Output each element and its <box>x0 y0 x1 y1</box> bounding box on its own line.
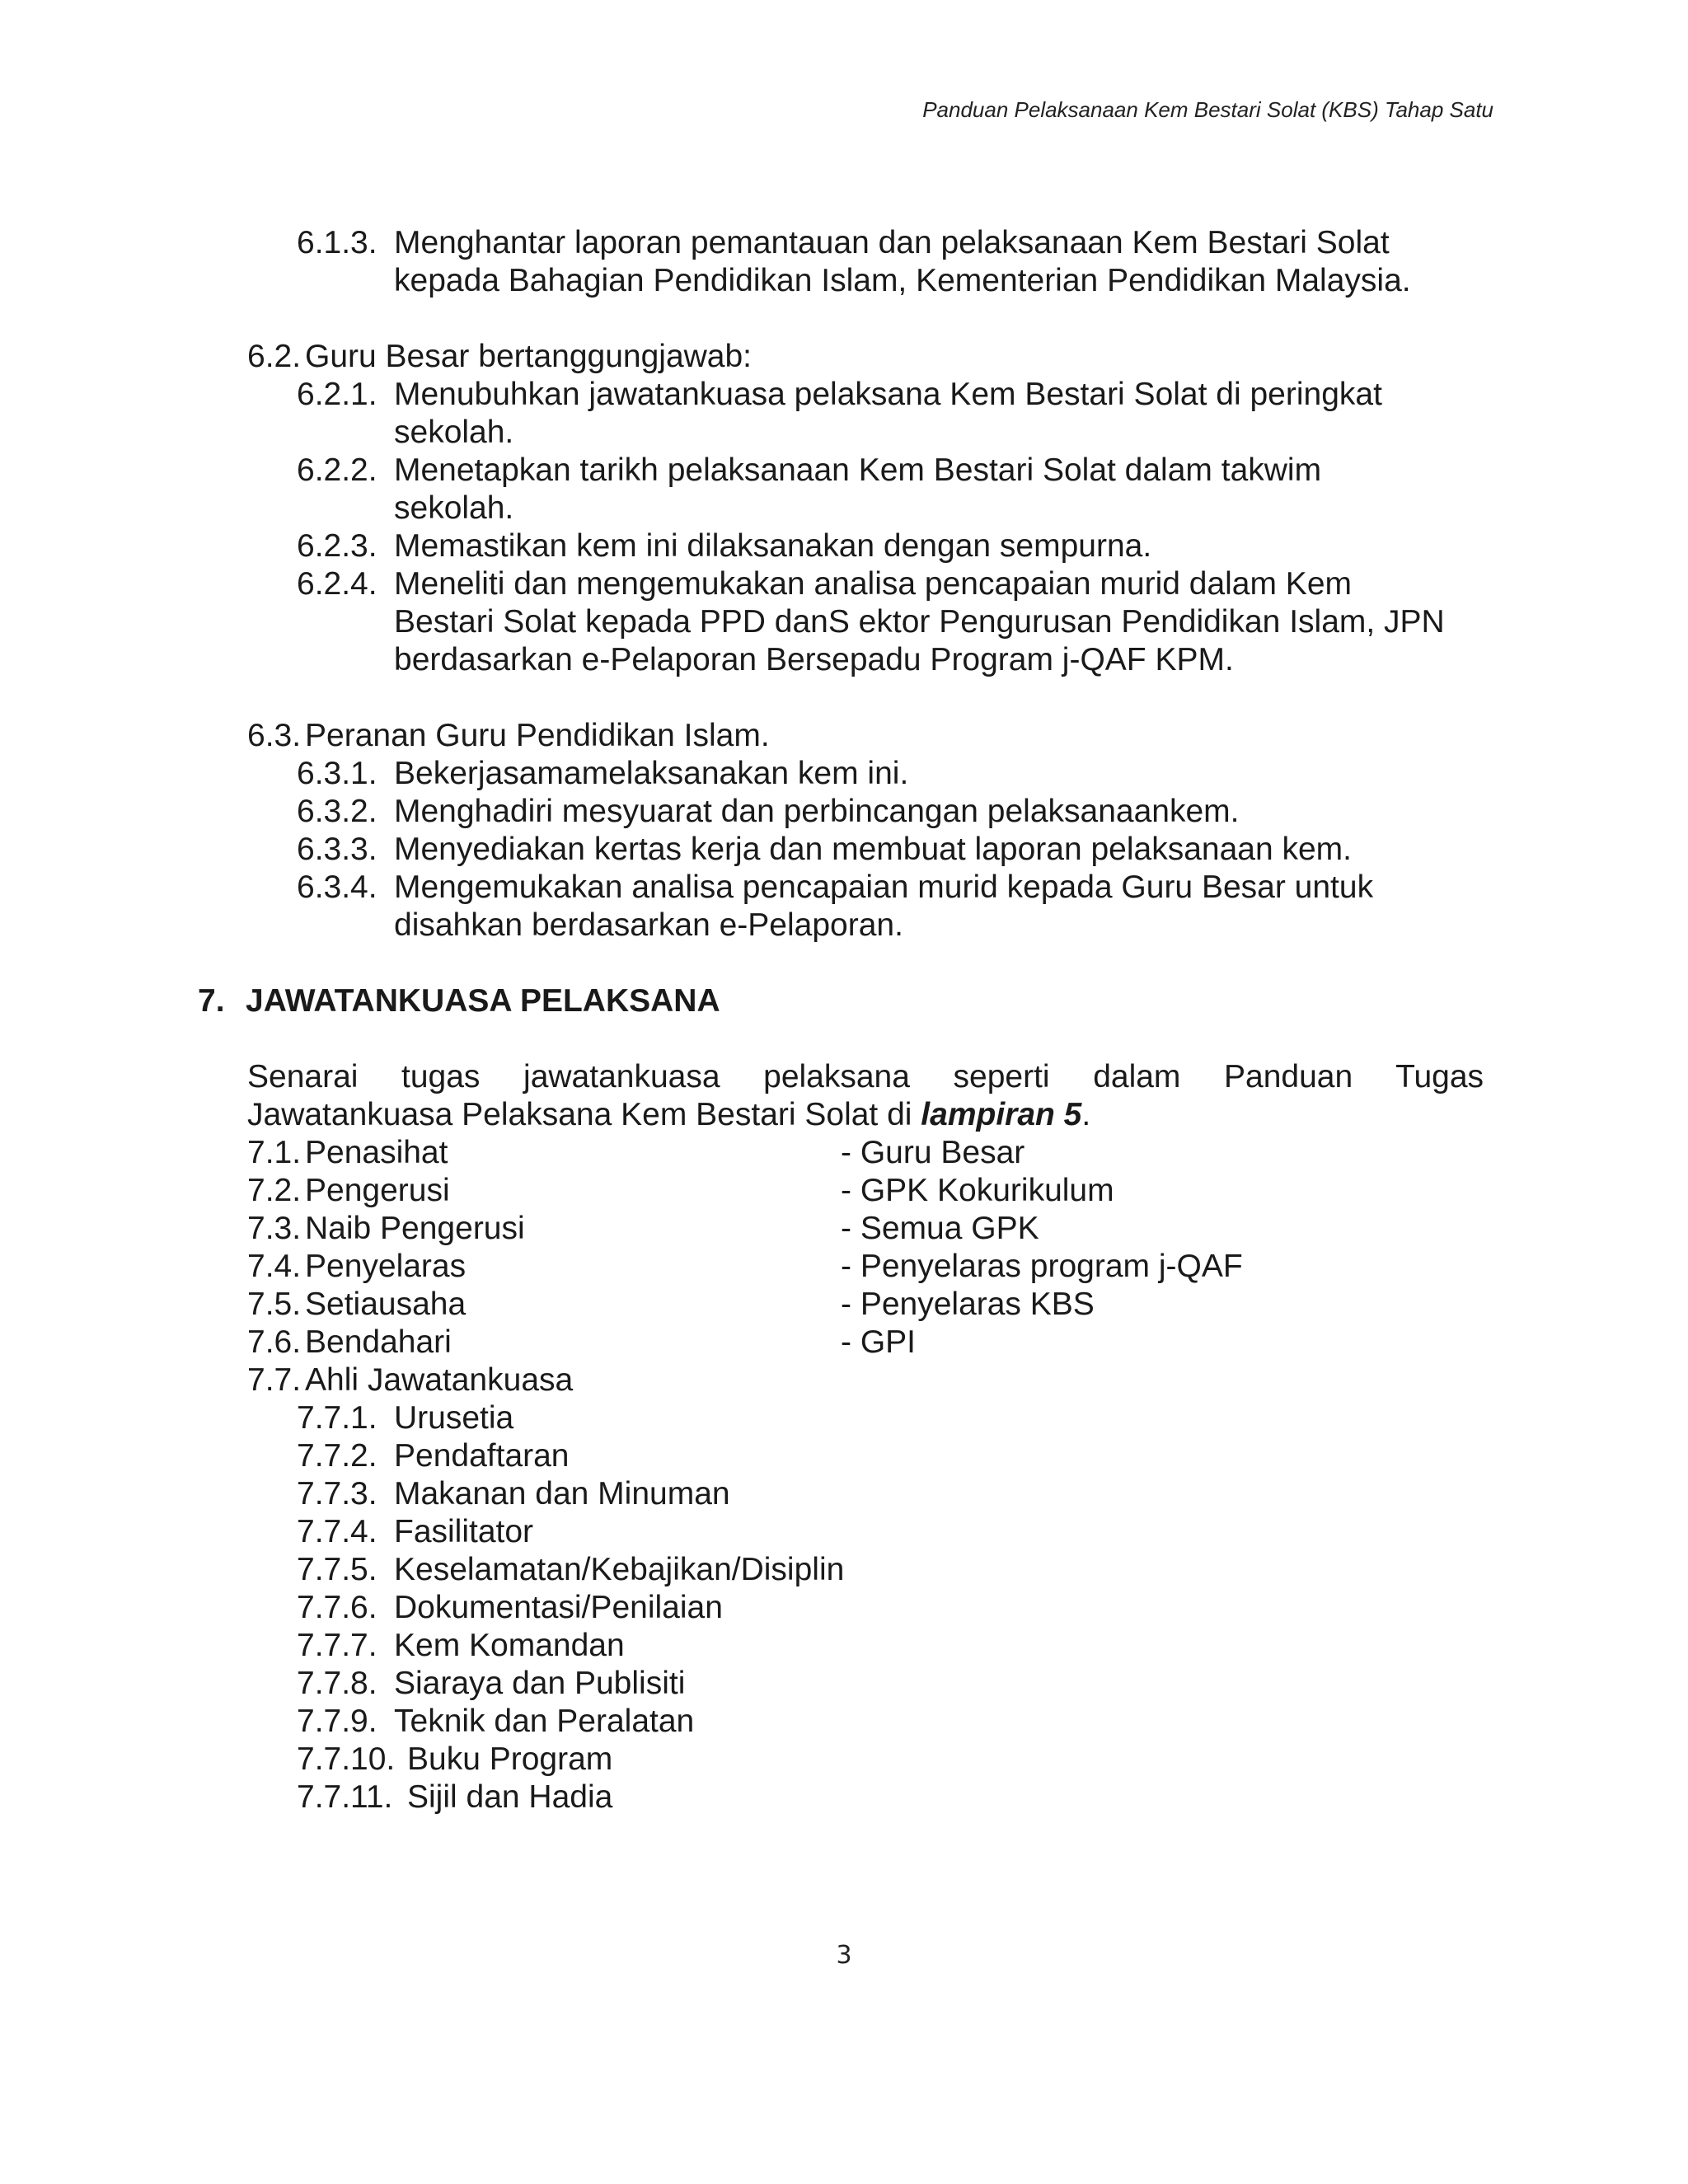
list-text: Meneliti dan mengemukakan analisa pencapaian murid dalam Kem <box>394 566 1353 602</box>
list-text: Menetapkan tarikh pelaksanaan Kem Bestari Solat dalam takwim <box>394 452 1322 488</box>
list-text: Menyediakan kertas kerja dan membuat laporan pelaksanaan kem. <box>394 832 1353 867</box>
list-text-continuation: sekolah. <box>394 415 514 450</box>
lampiran-reference: lampiran 5 <box>921 1097 1082 1132</box>
role-name: Bendahari <box>305 1324 452 1360</box>
list-text-continuation: Bestari Solat kepada PPD danS ektor Pengurusan Pendidikan Islam, JPN <box>394 604 1445 640</box>
intro-text: Jawatankuasa Pelaksana Kem Bestari Solat di <box>247 1097 921 1132</box>
list-number: 7.7.3. <box>297 1476 377 1511</box>
intro-word: pelaksana <box>763 1059 910 1094</box>
list-text: Buku Program <box>407 1741 613 1777</box>
role-holder: - GPK Kokurikulum <box>841 1173 1114 1208</box>
list-number: 7.4. <box>247 1249 302 1284</box>
list-number: 7.7.8. <box>297 1666 377 1701</box>
list-text: Mengemukakan analisa pencapaian murid kepada Guru Besar untuk <box>394 869 1374 905</box>
list-text-continuation: disahkan berdasarkan e-Pelaporan. <box>394 907 903 943</box>
list-number: 7.6. <box>247 1324 302 1360</box>
list-text: Pendaftaran <box>394 1438 570 1474</box>
intro-paragraph-line-1 <box>247 1058 1484 1096</box>
list-number: 7.3. <box>247 1211 302 1246</box>
role-holder: - Guru Besar <box>841 1135 1025 1170</box>
list-number: 6.2. <box>247 339 302 374</box>
list-text: Fasilitator <box>394 1514 534 1549</box>
intro-paragraph-line-2 <box>247 1096 1090 1134</box>
list-number: 6.2.2. <box>297 452 377 488</box>
intro-word: jawatankuasa <box>523 1059 720 1094</box>
list-text-continuation: kepada Bahagian Pendidikan Islam, Kementerian Pendidikan Malaysia. <box>394 263 1411 298</box>
intro-word: Tugas <box>1395 1059 1484 1094</box>
role-holder: - GPI <box>841 1324 917 1360</box>
list-text-continuation: sekolah. <box>394 490 514 526</box>
list-number: 7.7.4. <box>297 1514 377 1549</box>
role-name: Pengerusi <box>305 1173 450 1208</box>
list-number: 6.3.4. <box>297 869 377 905</box>
page-number: 3 <box>836 1941 852 1970</box>
list-text: Urusetia <box>394 1400 514 1436</box>
role-name: Naib Pengerusi <box>305 1211 525 1246</box>
list-text: Ahli Jawatankuasa <box>305 1362 574 1398</box>
role-name: Penasihat <box>305 1135 448 1170</box>
intro-text-end: . <box>1081 1097 1091 1132</box>
list-number: 7.7.6. <box>297 1590 377 1625</box>
list-text: Teknik dan Peralatan <box>394 1704 695 1739</box>
running-header: Panduan Pelaksanaan Kem Bestari Solat (KBS) Tahap Satu <box>922 97 1493 122</box>
list-number: 6.2.3. <box>297 528 377 564</box>
list-text: Dokumentasi/Penilaian <box>394 1590 723 1625</box>
list-text: Peranan Guru Pendidikan Islam. <box>305 718 770 753</box>
list-text: Keselamatan/Kebajikan/Disiplin <box>394 1552 845 1587</box>
list-number: 6.3.3. <box>297 832 377 867</box>
list-number: 7.5. <box>247 1286 302 1322</box>
role-name: Penyelaras <box>305 1249 467 1284</box>
role-holder: - Semua GPK <box>841 1211 1039 1246</box>
list-text: Guru Besar bertanggungjawab: <box>305 339 753 374</box>
list-number: 7.7. <box>247 1362 302 1398</box>
intro-word: seperti <box>953 1059 1050 1094</box>
list-text: Bekerjasamamelaksanakan kem ini. <box>394 756 909 791</box>
list-number: 7.7.11. <box>297 1779 393 1815</box>
role-name: Setiausaha <box>305 1286 467 1322</box>
list-number: 7.2. <box>247 1173 302 1208</box>
list-text: Menghadiri mesyuarat dan perbincangan pelaksanaankem. <box>394 794 1240 829</box>
list-number: 7.7.5. <box>297 1552 377 1587</box>
section-number: 7. <box>198 983 225 1019</box>
list-number: 7.7.2. <box>297 1438 377 1474</box>
intro-word: Panduan <box>1224 1059 1353 1094</box>
list-number: 7.7.10. <box>297 1741 396 1777</box>
intro-word: dalam <box>1093 1059 1181 1094</box>
list-number: 6.1.3. <box>297 225 377 260</box>
list-number: 6.2.1. <box>297 377 377 412</box>
list-number: 6.2.4. <box>297 566 377 602</box>
list-text-continuation: berdasarkan e-Pelaporan Bersepadu Program j-QAF KPM. <box>394 642 1234 677</box>
list-text: Memastikan kem ini dilaksanakan dengan sempurna. <box>394 528 1152 564</box>
list-text: Siaraya dan Publisiti <box>394 1666 686 1701</box>
list-number: 7.1. <box>247 1135 302 1170</box>
intro-word: Senarai <box>247 1059 359 1094</box>
list-number: 7.7.7. <box>297 1628 377 1663</box>
section-title-text: JAWATANKUASA PELAKSANA <box>246 983 720 1019</box>
list-text: Makanan dan Minuman <box>394 1476 730 1511</box>
list-text: Sijil dan Hadia <box>407 1779 613 1815</box>
list-text: Menubuhkan jawatankuasa pelaksana Kem Bestari Solat di peringkat <box>394 377 1382 412</box>
list-text: Menghantar laporan pemantauan dan pelaksanaan Kem Bestari Solat <box>394 225 1390 260</box>
list-number: 6.3.2. <box>297 794 377 829</box>
list-number: 6.3. <box>247 718 302 753</box>
list-number: 7.7.1. <box>297 1400 377 1436</box>
list-text: Kem Komandan <box>394 1628 625 1663</box>
list-number: 7.7.9. <box>297 1704 377 1739</box>
role-holder: - Penyelaras program j-QAF <box>841 1249 1243 1284</box>
role-holder: - Penyelaras KBS <box>841 1286 1095 1322</box>
list-number: 6.3.1. <box>297 756 377 791</box>
intro-word: tugas <box>401 1059 481 1094</box>
